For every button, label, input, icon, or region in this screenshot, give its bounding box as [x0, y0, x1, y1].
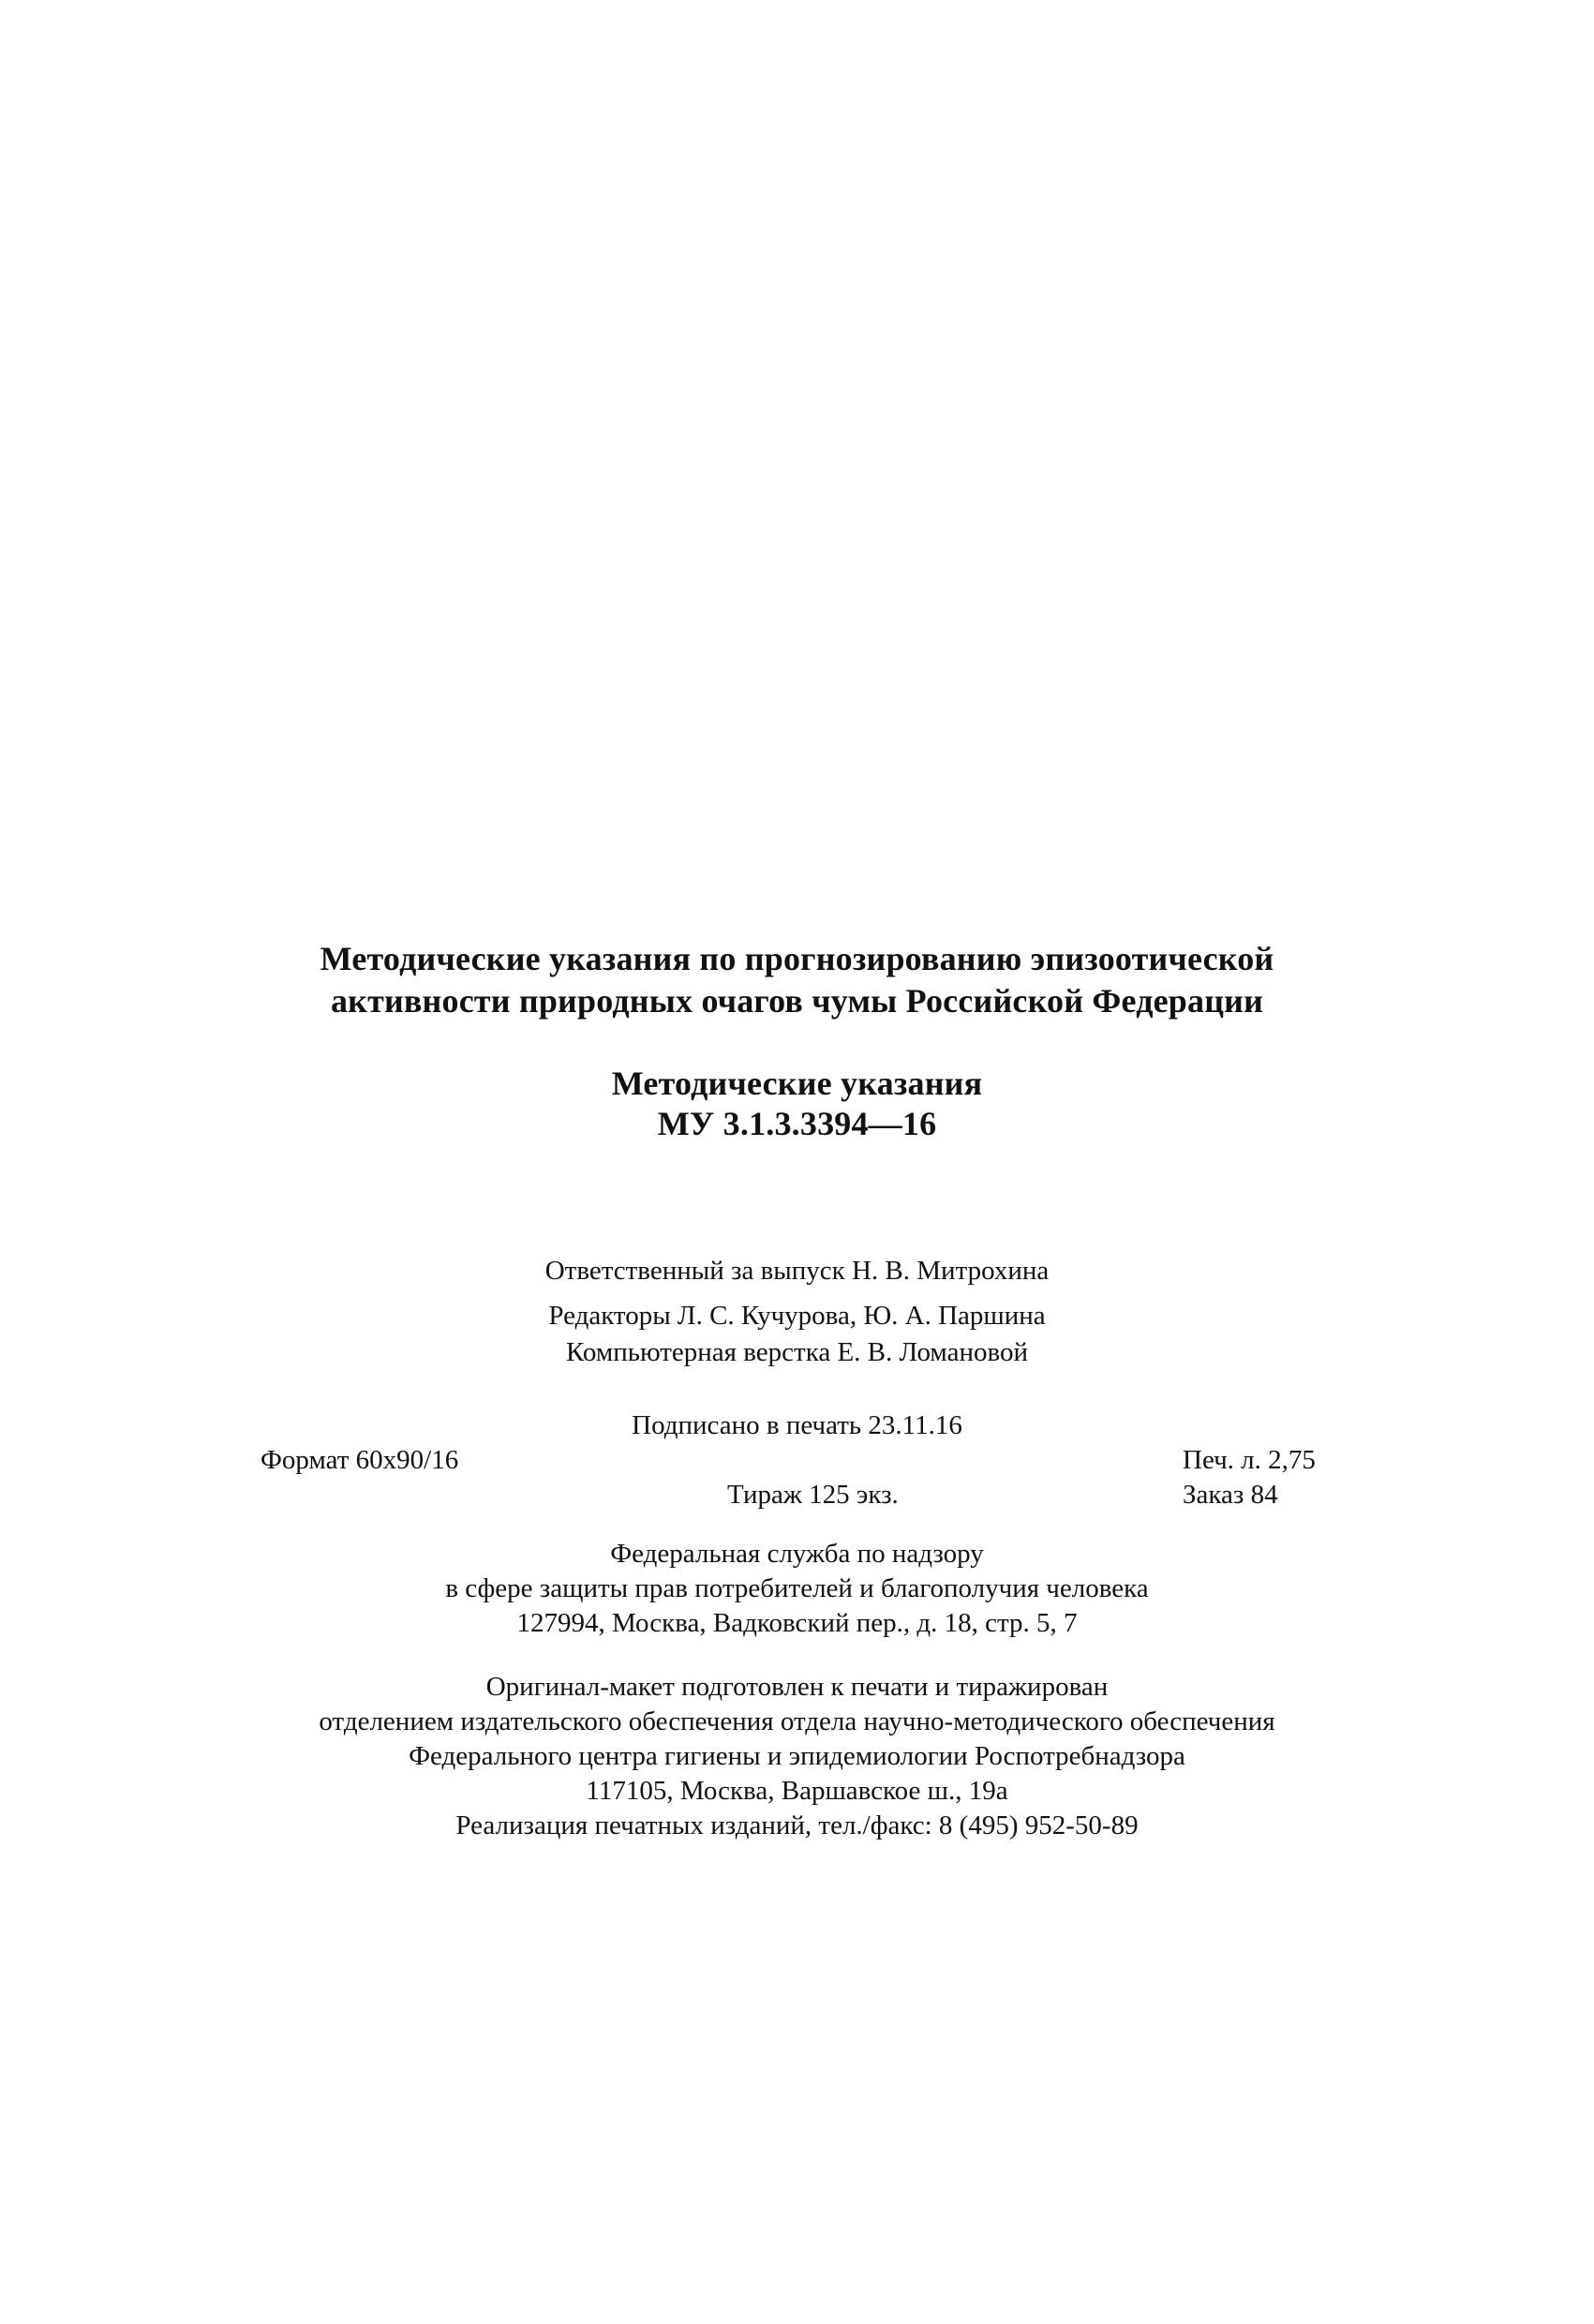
- responsible-editor: Ответственный за выпуск Н. В. Митрохина: [544, 1256, 1050, 1286]
- producer-line-2: отделением издательского обеспечения отдела научно-методического обеспечения: [319, 1706, 1275, 1736]
- producer-address: 117105, Москва, Варшавское ш., 19а: [586, 1776, 1008, 1806]
- document-title-line-1: Методические указания по прогнозированию эпизоотической: [320, 940, 1274, 977]
- publisher-line-2: в сфере защиты прав потребителей и благополучия человека: [445, 1573, 1149, 1603]
- document-subtitle-line-1: Методические указания: [611, 1065, 983, 1102]
- producer-line-1: Оригинал-макет подготовлен к печати и тиражирован: [485, 1672, 1109, 1702]
- producer-line-3: Федерального центра гигиены и эпидемиологии Роспотребнадзора: [409, 1741, 1185, 1771]
- document-code: МУ 3.1.3.3394—16: [657, 1105, 937, 1142]
- layout-credit: Компьютерная верстка Е. В. Ломановой: [566, 1337, 1028, 1367]
- publisher-line-1: Федеральная служба по надзору: [610, 1539, 984, 1569]
- paper-format: Формат 60х90/16: [261, 1445, 459, 1475]
- signed-to-print: Подписано в печать 23.11.16: [632, 1410, 962, 1440]
- order-number: Заказ 84: [1183, 1480, 1278, 1510]
- printed-sheets: Печ. л. 2,75: [1183, 1445, 1316, 1475]
- editors: Редакторы Л. С. Кучурова, Ю. А. Паршина: [548, 1301, 1046, 1331]
- print-run: Тираж 125 экз.: [727, 1480, 899, 1510]
- document-title-line-2: активности природных очагов чумы Российской Федерации: [330, 982, 1264, 1020]
- sales-contact: Реализация печатных изданий, тел./факс: 8 (495) 952-50-89: [455, 1810, 1139, 1840]
- publisher-address: 127994, Москва, Вадковский пер., д. 18, стр. 5, 7: [516, 1608, 1078, 1638]
